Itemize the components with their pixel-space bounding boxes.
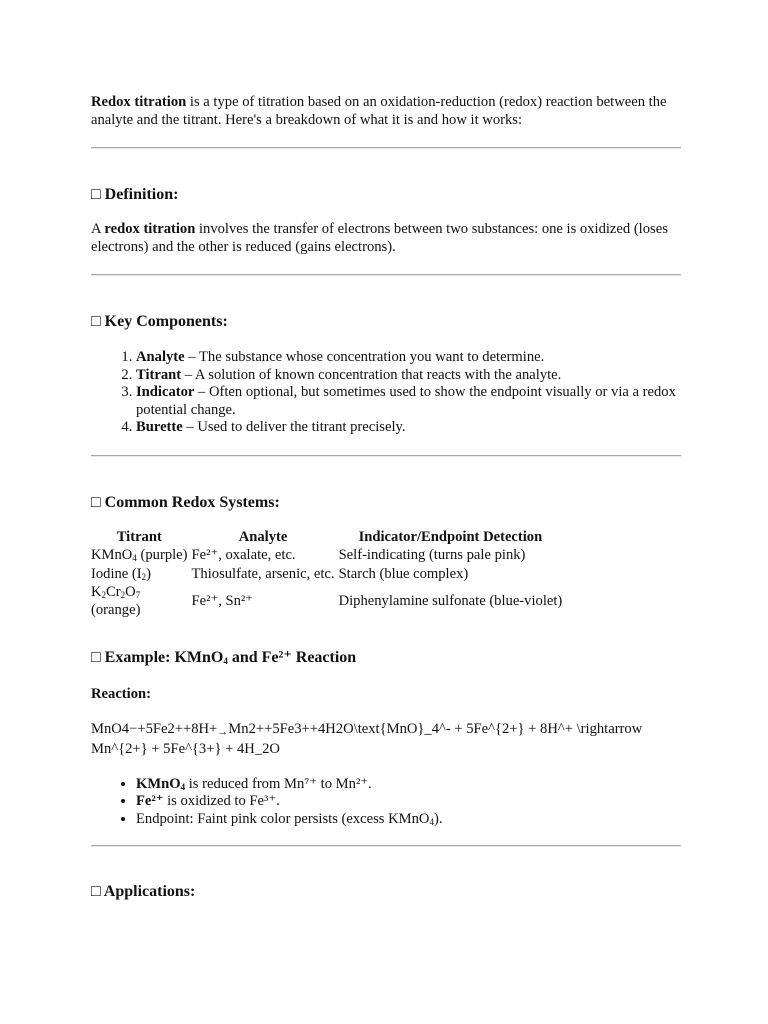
titrant-text: KMnO (91, 547, 133, 563)
equation-text: MnO4−+5Fe2++8H+ (91, 720, 218, 737)
bullet-bold (136, 776, 185, 792)
bullet-bold: Fe²⁺ (136, 793, 164, 809)
list-item (136, 367, 681, 385)
cell-indicator: Self-indicating (turns pale pink) (338, 547, 526, 563)
example-bullets (91, 776, 681, 829)
column-header-analyte: Analyte (238, 528, 288, 545)
bullet-text: ). (433, 810, 443, 827)
definition-heading-text: Definition: (100, 186, 179, 203)
column-header-titrant: Titrant (116, 528, 162, 545)
document (91, 94, 681, 901)
list-item (136, 384, 681, 419)
box-icon: □ (91, 649, 101, 666)
box-icon: □ (91, 313, 101, 330)
component-text: – Often optional, but sometimes used to show the endpoint visually or via a redox potential change. (136, 384, 676, 418)
component-term: Analyte (136, 349, 185, 365)
applications-heading-text: Applications: (100, 883, 196, 900)
intro-paragraph (91, 94, 681, 129)
titrant-text: K (91, 584, 102, 600)
component-term: Indicator (136, 384, 195, 400)
cell-analyte: Fe²⁺, oxalate, etc. (191, 547, 296, 563)
components-list (91, 349, 681, 437)
systems-heading-text: Common Redox Systems: (100, 493, 280, 511)
list-item (136, 776, 681, 794)
column-header-indicator: Indicator/Endpoint Detection (358, 528, 543, 545)
example-heading (91, 648, 681, 667)
subscript: 4 (223, 656, 228, 666)
reaction-label (91, 686, 681, 704)
systems-heading (91, 493, 681, 512)
cell-analyte: Thiosulfate, arsenic, etc. (191, 565, 335, 582)
definition-heading (91, 185, 681, 204)
cell-indicator: Diphenylamine sulfonate (blue-violet) (338, 592, 563, 609)
box-icon: □ (91, 186, 101, 203)
table-row (91, 566, 566, 585)
bullet-text: is oxidized to Fe³⁺. (163, 793, 280, 809)
titrant-text: Iodine (I (91, 565, 142, 582)
list-item (136, 419, 681, 437)
list-item (136, 349, 681, 367)
example-heading-text: Example: KMnO (100, 649, 224, 666)
redox-systems-table (91, 529, 566, 621)
titrant-text: O (125, 584, 136, 600)
subscript: 2 (120, 590, 126, 600)
titrant-text: (purple) (136, 547, 188, 563)
bullet-text: Endpoint: Faint pink color persists (excess KMnO (136, 810, 430, 827)
components-heading-text: Key Components: (100, 313, 228, 330)
bullet-text: is reduced from Mn⁷⁺ to Mn²⁺. (185, 775, 372, 792)
definition-pre: A (91, 221, 105, 237)
component-term: Titrant (136, 366, 182, 383)
titrant-text: (orange) (91, 601, 141, 618)
table-row (91, 547, 566, 566)
list-item (136, 793, 681, 811)
component-term: Burette (136, 419, 183, 435)
subscript: 4 (429, 816, 434, 827)
subscript: 2 (101, 590, 107, 600)
component-text: – A solution of known concentration that reacts with the analyte. (181, 366, 562, 383)
cell-indicator: Starch (blue complex) (338, 565, 469, 582)
equation-text: Mn2++5Fe3++4H2O\text{MnO}_4^- + 5Fe^{2+} + 8H^+ \rightarrow Mn^{2+} + 5Fe^{3+} + 4H_2O (91, 720, 643, 757)
applications-heading (91, 882, 681, 901)
intro-text: is a type of titration based on an oxidation-reduction (redox) reaction between the analyte and the titrant. Here's a breakdown of what it is and how it works: (91, 94, 667, 128)
cell-titrant (91, 584, 192, 620)
titrant-text: ) (146, 565, 152, 582)
list-item (136, 811, 681, 829)
component-text: – Used to deliver the titrant precisely. (182, 419, 406, 435)
cell-analyte: Fe²⁺, Sn²⁺ (191, 592, 253, 609)
definition-paragraph (91, 221, 681, 256)
definition-text: involves the transfer of electrons between two substances: one is oxidized (loses electrons) and the other is reduced (gains electrons). (91, 221, 668, 255)
arrow-icon: → (217, 725, 229, 738)
definition-term: redox titration (104, 221, 196, 237)
box-icon: □ (91, 883, 101, 900)
box-icon: □ (91, 493, 101, 511)
subscript: 7 (135, 590, 141, 600)
reaction-equation (91, 721, 681, 759)
reaction-label-text: Reaction: (91, 686, 151, 702)
bullet-bold-text: KMnO (136, 775, 181, 792)
subscript: 2 (141, 571, 147, 582)
intro-term: Redox titration (91, 94, 187, 110)
example-heading-text: and Fe²⁺ Reaction (227, 649, 357, 666)
cell-titrant (91, 547, 192, 566)
titrant-text: Cr (106, 584, 121, 600)
component-text: – The substance whose concentration you want to determine. (184, 349, 545, 365)
subscript: 4 (180, 781, 186, 792)
components-heading (91, 312, 681, 331)
subscript: 4 (132, 553, 137, 563)
cell-titrant (91, 566, 192, 585)
table-row (91, 584, 566, 620)
table-header-row (91, 529, 566, 548)
